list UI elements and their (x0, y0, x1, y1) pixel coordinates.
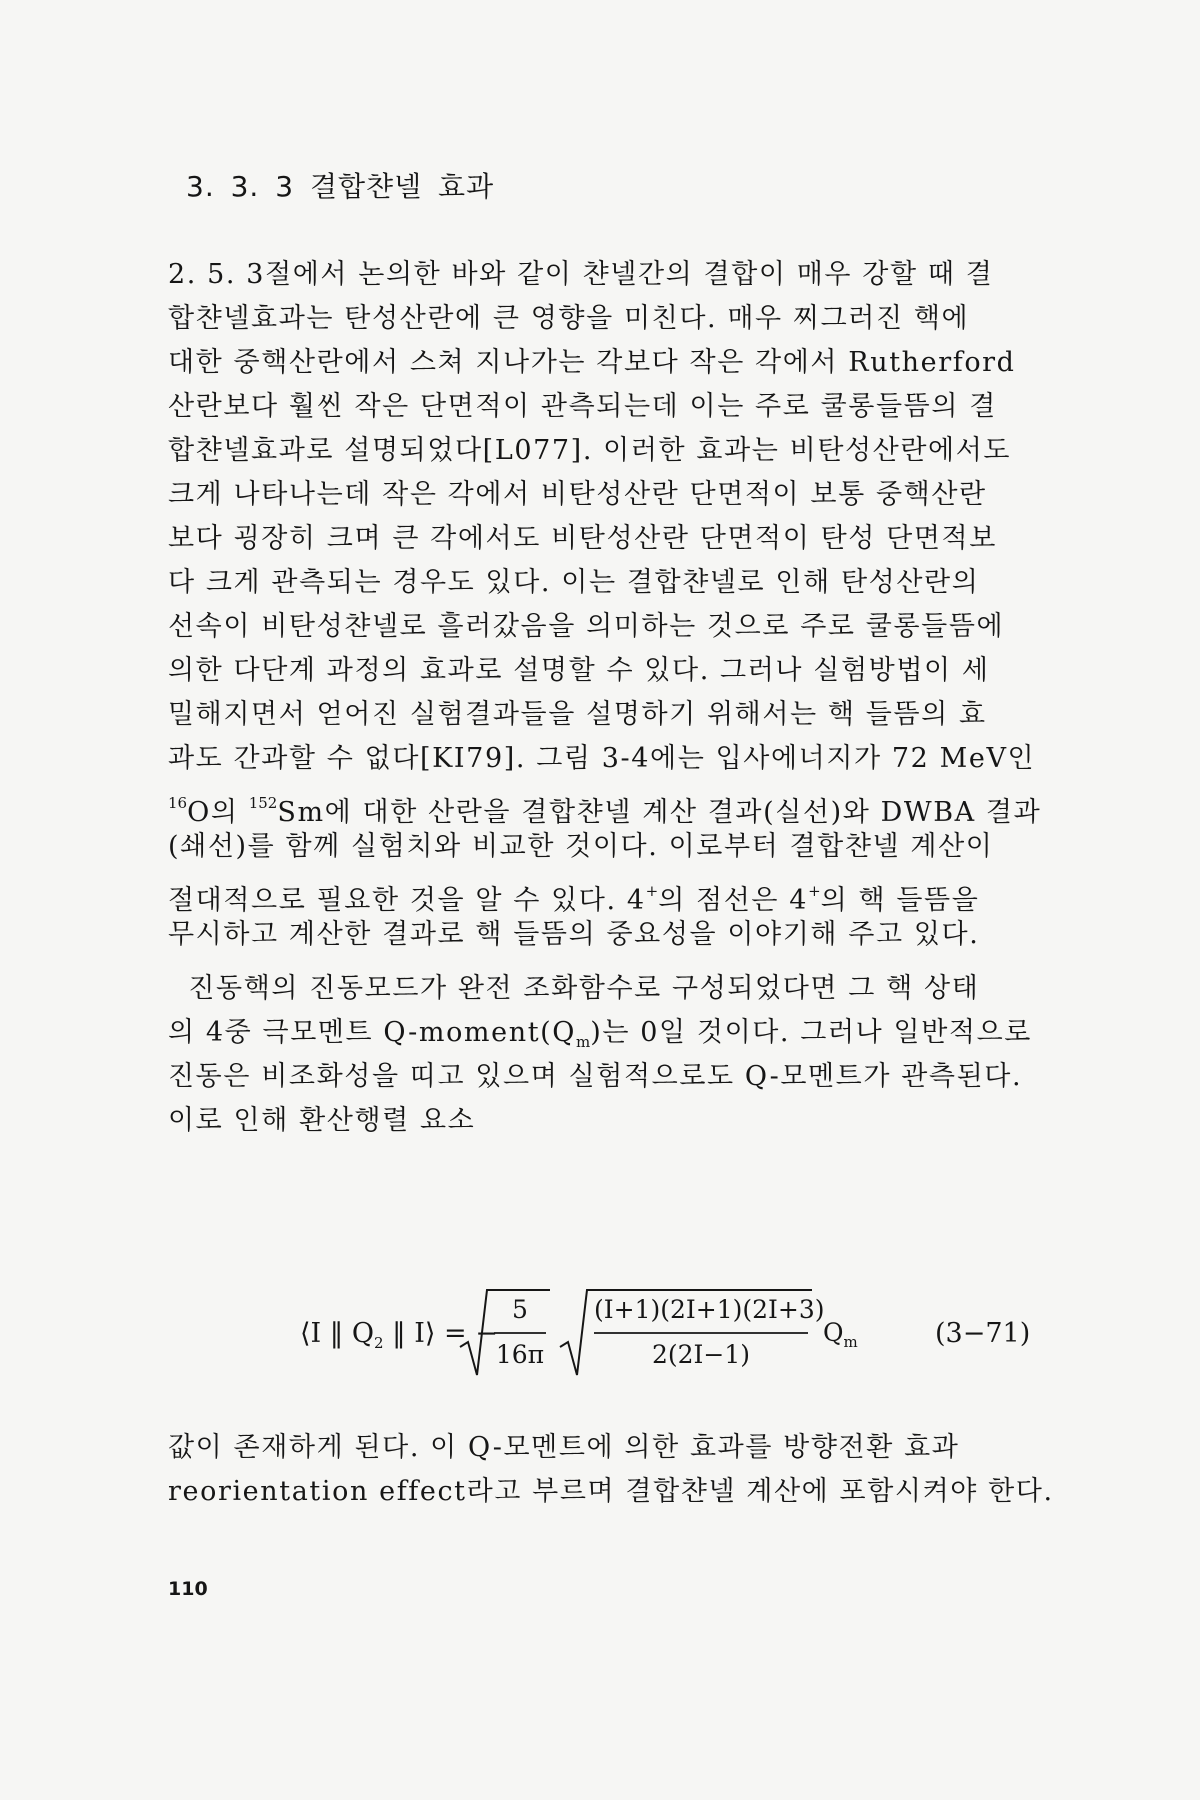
text-line: (쇄선)를 함께 실험치와 비교한 것이다. 이로부터 결합챤넬 계산이 (168, 831, 994, 862)
superscript-plus: + (645, 882, 659, 900)
text-line: 진동은 비조화성을 띠고 있으며 실험적으로도 Q-모멘트가 관측된다. (168, 1061, 1023, 1092)
equation-subscript: 2 (374, 1334, 384, 1352)
text-line-paragraph-start: 진동핵의 진동모드가 완전 조화함수로 구성되었다면 그 핵 상태 (168, 973, 980, 1004)
text-line: 크게 나타나는데 작은 각에서 비탄성산란 단면적이 보통 중핵산란 (168, 479, 987, 510)
text-line: 보다 굉장히 크며 큰 각에서도 비탄성산란 단면적이 탄성 단면적보 (168, 523, 997, 554)
section-heading: 3. 3. 3 결합챤넬 효과 (186, 170, 495, 203)
superscript-plus: + (808, 882, 821, 900)
page-number: 110 (168, 1578, 208, 1600)
oxygen-text: O의 (187, 797, 249, 828)
text-line: 합챤넬효과로 설명되었다[L077]. 이러한 효과는 비탄성산란에서도 (168, 435, 1012, 466)
text-line: 2. 5. 3절에서 논의한 바와 같이 챤넬간의 결합이 매우 강할 때 결 (168, 259, 994, 290)
text-segment: 의 핵 들뜸을 (820, 885, 980, 916)
text-line-qmoment (168, 1013, 1032, 1053)
subscript-m: m (576, 1033, 591, 1051)
oxygen-mass-number: 16 (168, 794, 188, 812)
text-line: 산란보다 훨씬 작은 단면적이 관측되는데 이는 주로 쿨롱들뜸의 결 (168, 391, 997, 422)
qm-subscript: m (843, 1333, 858, 1351)
samarium-text: Sm에 대한 산란을 결합챤넬 계산 결과(실선)와 DWBA 결과 (277, 797, 1042, 828)
text-line: 대한 중핵산란에서 스쳐 지나가는 각보다 작은 각에서 Rutherford (168, 347, 1016, 378)
fraction2-numerator: (I+1)(2I+1)(2I+3) (594, 1295, 825, 1324)
text-line: reorientation effect라고 부르며 결합챤넬 계산에 포함시켜야 한다. (168, 1476, 1054, 1507)
text-line: 과도 간과할 수 없다[KI79]. 그림 3-4에는 입사에너지가 72 MeV인 (168, 743, 1036, 774)
text-segment: 절대적으로 필요한 것을 알 수 있다. 4 (168, 885, 646, 916)
equation-lhs-text: ⟨I ‖ Q (300, 1318, 374, 1349)
text-line-isotopes (168, 783, 1042, 828)
equation-lhs (300, 1318, 498, 1352)
fraction2-denominator: 2(2I−1) (651, 1340, 751, 1369)
equation-number: (3−71) (935, 1318, 1031, 1349)
samarium-mass-number: 152 (248, 794, 278, 812)
qm-letter: Q (823, 1318, 844, 1347)
text-line: 다 크게 관측되는 경우도 있다. 이는 결합챤넬로 인해 탄성산란의 (168, 567, 980, 598)
text-line: 선속이 비탄성챤넬로 흘러갔음을 의미하는 것으로 주로 쿨롱들뜸에 (168, 611, 1005, 642)
text-line-spin-states (168, 871, 980, 916)
text-line: 이로 인해 환산행렬 요소 (168, 1105, 476, 1136)
text-line: 의한 다단계 과정의 효과로 설명할 수 있다. 그러나 실험방법이 세 (168, 655, 990, 686)
text-line: 무시하고 계산한 결과로 핵 들뜸의 중요성을 이야기해 주고 있다. (168, 919, 980, 950)
equation-lhs-tail: ‖ I⟩ = − (383, 1318, 498, 1349)
text-segment: 의 점선은 4 (658, 885, 809, 916)
text-line: 합챤넬효과는 탄성산란에 큰 영향을 미친다. 매우 찌그러진 핵에 (168, 303, 970, 334)
fraction1-denominator: 16π (495, 1340, 545, 1369)
text-line: 값이 존재하게 된다. 이 Q-모멘트에 의한 효과를 방향전환 효과 (168, 1432, 960, 1463)
equation-3-71 (0, 1285, 1200, 1395)
text-line: 밀해지면서 얻어진 실험결과들을 설명하기 위해서는 핵 들뜸의 효 (168, 699, 987, 730)
quadrupole-moment-symbol (823, 1318, 858, 1351)
fraction1-numerator: 5 (512, 1295, 528, 1324)
text-segment: 의 4중 극모멘트 Q-moment(Q (168, 1017, 577, 1048)
text-segment: )는 0일 것이다. 그러나 일반적으로 (590, 1017, 1032, 1048)
